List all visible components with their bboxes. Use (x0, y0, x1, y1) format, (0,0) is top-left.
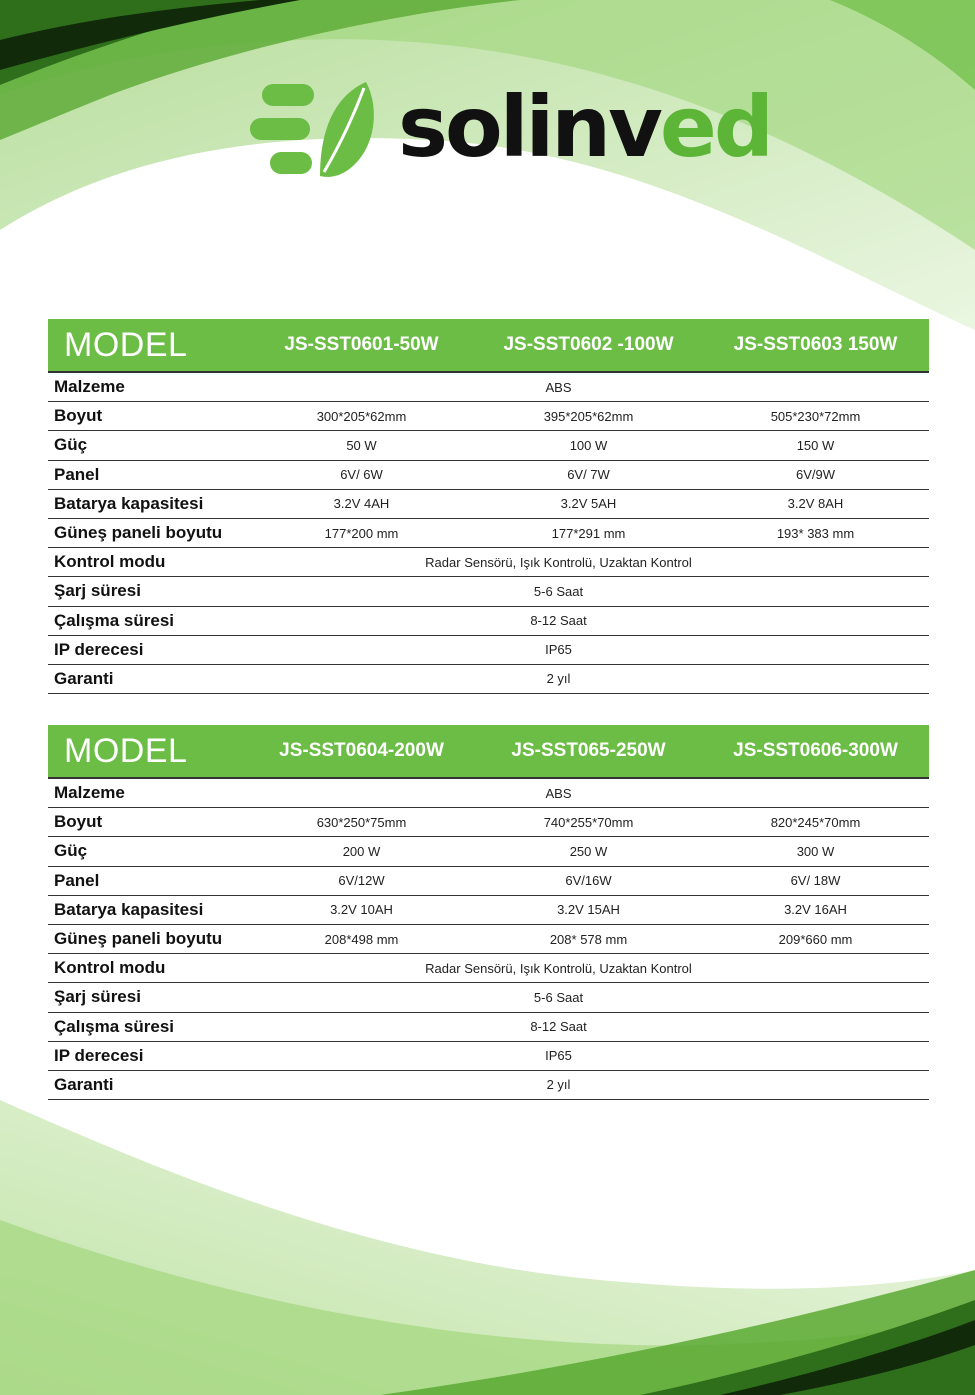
spec-row-label: IP derecesi (54, 1045, 144, 1065)
spec-row-label: Güç (54, 435, 88, 455)
spec-row-material (48, 373, 929, 402)
spec-row-material (48, 779, 929, 808)
spec-cell: 250 W (569, 843, 608, 859)
spec-row-label: Kontrol modu (54, 552, 166, 572)
spec-row-label: Çalışma süresi (54, 610, 175, 630)
spec-row-label: Güneş paneli boyutu (54, 523, 223, 543)
spec-cell: 50 W (346, 437, 377, 453)
spec-row-label: Malzeme (54, 377, 125, 397)
spec-row-panel-size (48, 519, 929, 548)
spec-row-runtime (48, 1013, 929, 1042)
spec-cell: 193* 383 mm (776, 525, 855, 541)
spec-cell: 395*205*62mm (543, 408, 634, 424)
spec-row-value: 2 yıl (546, 671, 571, 687)
spec-row-value: 8-12 Saat (530, 1019, 587, 1035)
spec-cell: 3.2V 4AH (333, 496, 390, 512)
spec-row-label: Batarya kapasitesi (54, 493, 204, 513)
spec-cell: 3.2V 8AH (787, 496, 844, 512)
spec-cell: 3.2V 15AH (557, 902, 620, 918)
spec-cell: 208* 578 mm (549, 931, 628, 947)
spec-row-control (48, 954, 929, 983)
spec-row-label: Boyut (54, 812, 103, 832)
spec-cell: 208*498 mm (324, 931, 399, 947)
spec-row-label: Garanti (54, 1074, 114, 1094)
spec-row-charge (48, 577, 929, 606)
spec-row-size (48, 808, 929, 837)
spec-row-panel (48, 867, 929, 896)
spec-cell: 820*245*70mm (770, 814, 861, 830)
spec-row-label: Boyut (54, 406, 103, 426)
spec-row-label: Şarj süresi (54, 581, 141, 601)
brand-wordmark (398, 80, 771, 174)
spec-row-value: 5-6 Saat (533, 583, 584, 599)
model-label: MODEL (64, 731, 188, 770)
brand-wordmark-part2: ed (659, 78, 771, 176)
spec-row-value: Radar Sensörü, Işık Kontrolü, Uzaktan Kontrol (425, 554, 692, 570)
spec-cell: 200 W (342, 843, 381, 859)
spec-row-label: Güç (54, 841, 88, 861)
spec-row-warranty (48, 665, 929, 694)
spec-row-label: Kontrol modu (54, 958, 166, 978)
spec-row-label: Güneş paneli boyutu (54, 929, 223, 949)
spec-cell: 630*250*75mm (316, 814, 407, 830)
brand-logo (248, 78, 771, 182)
spec-row-value: ABS (545, 379, 572, 395)
spec-row-label: Şarj süresi (54, 987, 141, 1007)
spec-cell: 209*660 mm (778, 931, 853, 947)
spec-row-warranty (48, 1071, 929, 1100)
model-name: JS-SST0602 -100W (503, 334, 674, 355)
spec-cell: 6V/9W (795, 467, 835, 483)
model-name: JS-SST0604-200W (279, 740, 444, 761)
spec-row-power (48, 431, 929, 460)
spec-cell: 3.2V 10AH (330, 902, 393, 918)
spec-row-label: Panel (54, 870, 100, 890)
spec-cell: 6V/ 6W (340, 467, 383, 483)
brand-wordmark-part1: solinv (398, 78, 660, 176)
spec-row-ip (48, 1042, 929, 1071)
spec-row-value: ABS (545, 785, 572, 801)
spec-row-charge (48, 983, 929, 1012)
spec-row-control (48, 548, 929, 577)
leaf-with-bars-icon (248, 78, 388, 182)
spec-row-runtime (48, 607, 929, 636)
spec-cell: 740*255*70mm (543, 814, 634, 830)
spec-row-label: IP derecesi (54, 639, 144, 659)
spec-row-power (48, 837, 929, 866)
model-name: JS-SST0601-50W (284, 334, 439, 355)
spec-table-2 (48, 725, 929, 1100)
spec-row-panel-size (48, 925, 929, 954)
spec-cell: 100 W (569, 437, 608, 453)
spec-row-value: Radar Sensörü, Işık Kontrolü, Uzaktan Kontrol (425, 960, 692, 976)
spec-cell: 300 W (796, 843, 835, 859)
spec-cell: 3.2V 5AH (560, 496, 617, 512)
spec-row-label: Garanti (54, 668, 114, 688)
spec-cell: 6V/12W (338, 873, 385, 889)
spec-row-value: IP65 (545, 642, 572, 658)
spec-row-label: Çalışma süresi (54, 1016, 175, 1036)
spec-row-label: Panel (54, 464, 100, 484)
spec-row-value: 2 yıl (546, 1077, 571, 1093)
model-name: JS-SST0606-300W (733, 740, 898, 761)
spec-table-header (48, 319, 929, 373)
spec-cell: 6V/16W (565, 873, 612, 889)
spec-cell: 6V/ 7W (567, 467, 610, 483)
spec-cell: 177*291 mm (551, 525, 626, 541)
spec-cell: 505*230*72mm (770, 408, 861, 424)
spec-row-value: 5-6 Saat (533, 989, 584, 1005)
spec-cell: 177*200 mm (324, 525, 399, 541)
spec-cell: 150 W (796, 437, 835, 453)
spec-row-label: Malzeme (54, 783, 125, 803)
spec-cell: 6V/ 18W (790, 873, 841, 889)
spec-table-header (48, 725, 929, 779)
spec-row-size (48, 402, 929, 431)
model-label: MODEL (64, 325, 188, 364)
spec-row-value: IP65 (545, 1048, 572, 1064)
spec-row-ip (48, 636, 929, 665)
spec-cell: 300*205*62mm (316, 408, 407, 424)
spec-row-battery (48, 896, 929, 925)
spec-row-battery (48, 490, 929, 519)
spec-cell: 3.2V 16AH (784, 902, 847, 918)
spec-row-panel (48, 461, 929, 490)
spec-row-value: 8-12 Saat (530, 613, 587, 629)
model-name: JS-SST0603 150W (733, 334, 898, 355)
spec-table-1 (48, 319, 929, 694)
spec-row-label: Batarya kapasitesi (54, 899, 204, 919)
model-name: JS-SST065-250W (511, 740, 666, 761)
